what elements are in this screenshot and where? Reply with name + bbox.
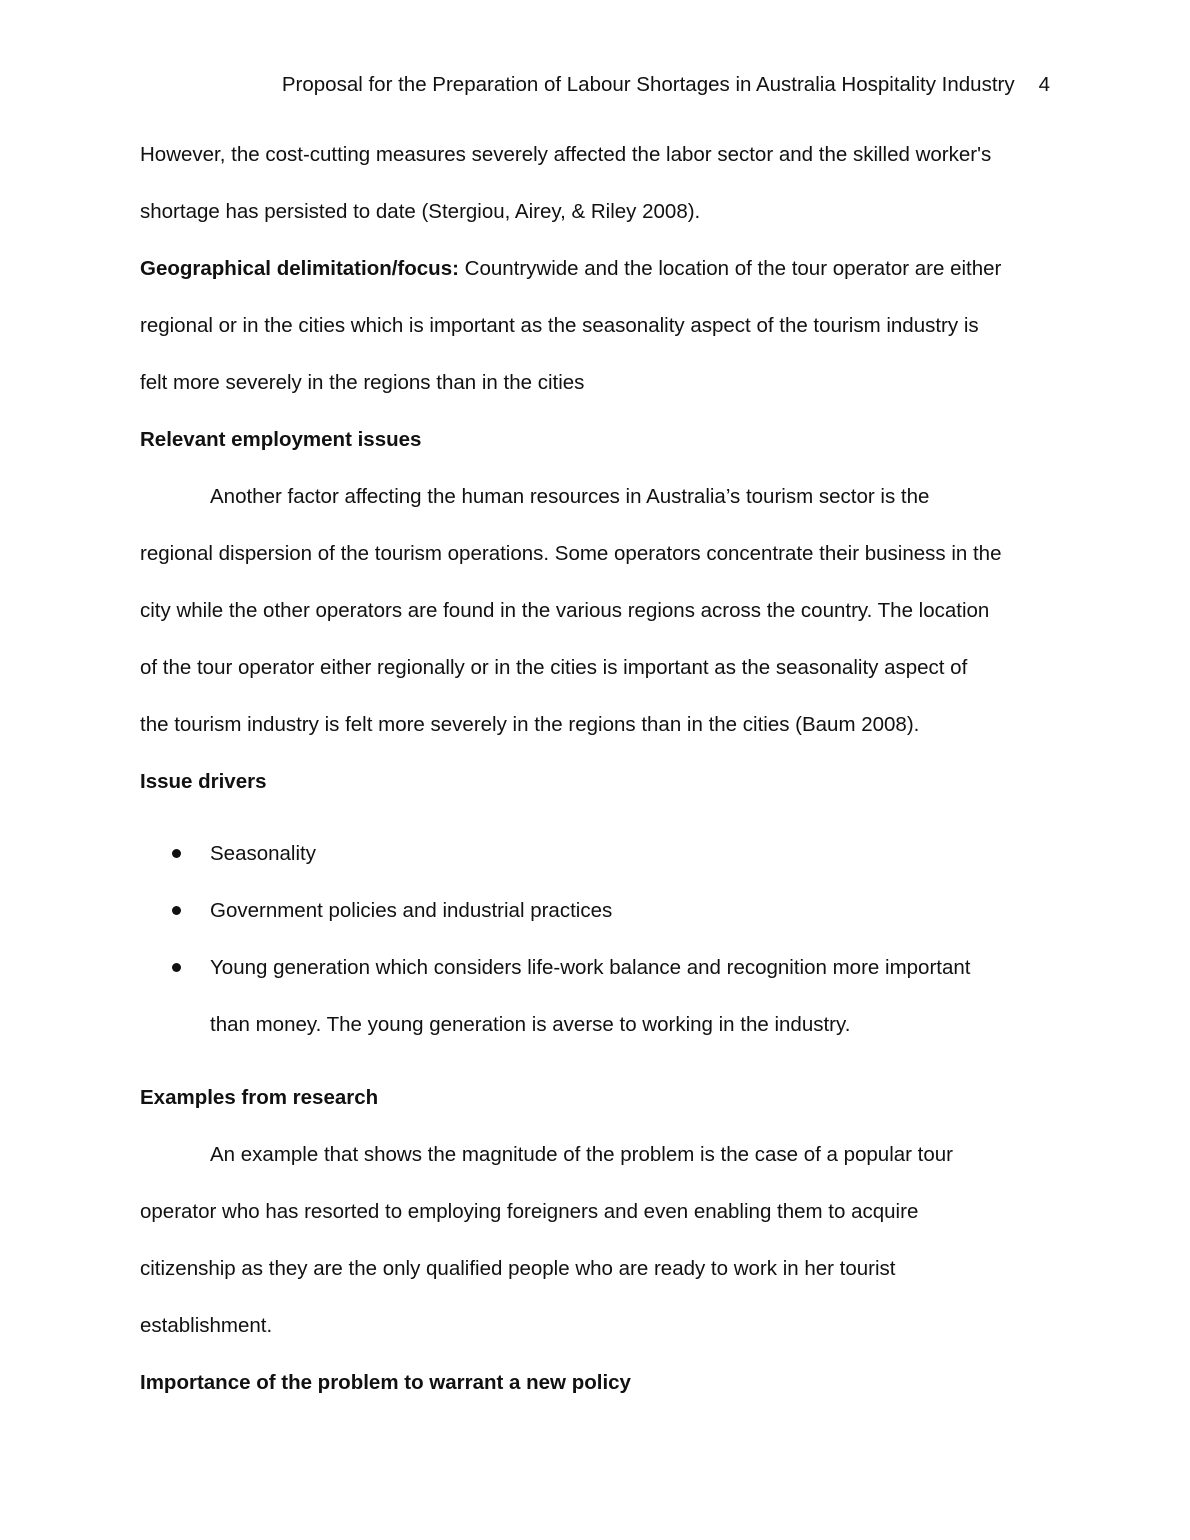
paragraph-line: operator who has resorted to employing foreigners and even enabling them to acquire — [140, 1200, 919, 1223]
paragraph-line: regional dispersion of the tourism operations. Some operators concentrate their business in the — [140, 542, 1002, 565]
running-header — [140, 71, 1050, 99]
paragraph-line: regional or in the cities which is important as the seasonality aspect of the tourism industry is — [140, 314, 979, 337]
page-number: 4 — [1038, 73, 1050, 96]
header-title: Proposal for the Preparation of Labour Shortages in Australia Hospitality Industry — [281, 73, 1015, 96]
geo-text: Countrywide and the location of the tour operator are either — [458, 257, 1002, 280]
geo-label: Geographical delimitation/focus: — [140, 257, 459, 280]
section-heading-examples: Examples from research — [140, 1086, 379, 1109]
paragraph-line: Another factor affecting the human resources in Australia’s tourism sector is the — [210, 485, 930, 508]
bullet-icon — [172, 906, 181, 915]
list-item: Government policies and industrial practices — [210, 899, 613, 922]
paragraph-line: the tourism industry is felt more severely in the regions than in the cities (Baum 2008). — [140, 713, 920, 736]
paragraph-line: citizenship as they are the only qualified people who are ready to work in her tourist — [140, 1257, 896, 1280]
bullet-icon — [172, 963, 181, 972]
paragraph-line: establishment. — [140, 1314, 273, 1337]
section-heading-employment: Relevant employment issues — [140, 428, 422, 451]
section-heading-importance: Importance of the problem to warrant a new policy — [140, 1371, 631, 1394]
list-item: Seasonality — [210, 842, 316, 865]
list-item: Young generation which considers life-work balance and recognition more important — [210, 956, 971, 979]
paragraph-line: An example that shows the magnitude of the problem is the case of a popular tour — [210, 1143, 953, 1166]
paragraph-line: of the tour operator either regionally or in the cities is important as the seasonality aspect of — [140, 656, 968, 679]
geo-first-line — [140, 255, 1001, 283]
paragraph-line: shortage has persisted to date (Stergiou, Airey, & Riley 2008). — [140, 200, 701, 223]
paragraph-line: city while the other operators are found in the various regions across the country. The location — [140, 599, 990, 622]
section-heading-drivers: Issue drivers — [140, 770, 267, 793]
paragraph-line: However, the cost-cutting measures severely affected the labor sector and the skilled worker's — [140, 143, 992, 166]
list-item-continuation: than money. The young generation is averse to working in the industry. — [210, 1013, 851, 1036]
bullet-icon — [172, 849, 181, 858]
paragraph-line: felt more severely in the regions than in the cities — [140, 371, 585, 394]
